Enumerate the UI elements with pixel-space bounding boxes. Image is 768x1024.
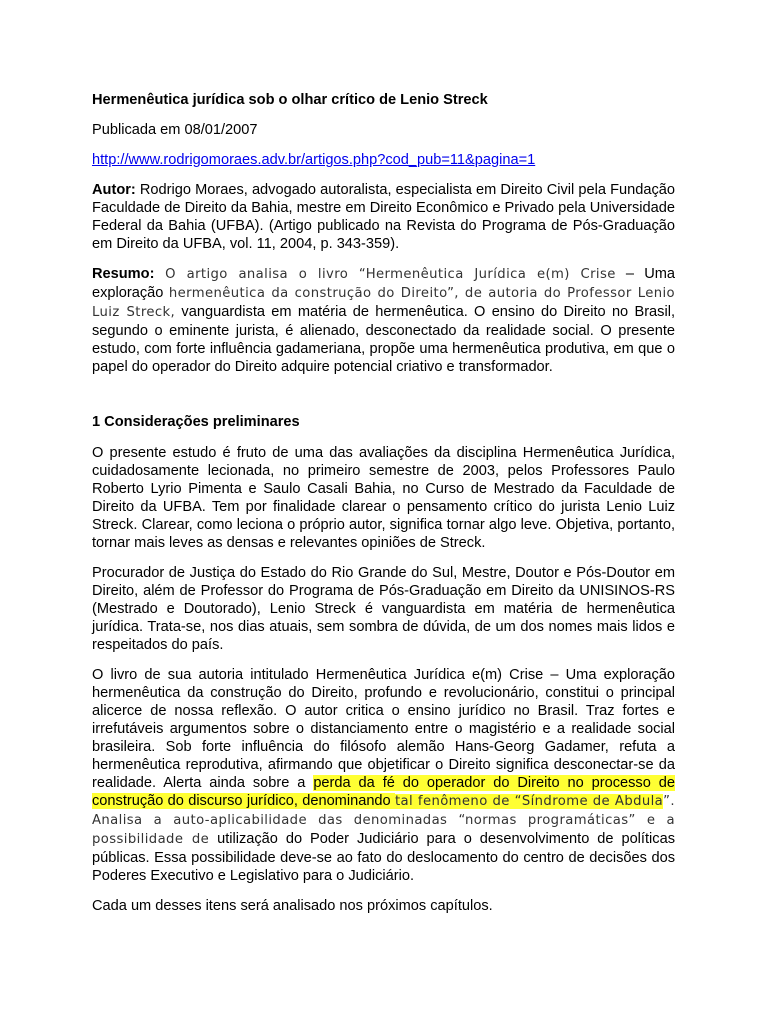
section-paragraph-4: Cada um desses itens será analisado nos próximos capítulos. [92, 898, 493, 914]
document-title: Hermenêutica jurídica sob o olhar crítico de Lenio Streck [92, 92, 488, 108]
highlighted-light-text: tal fenômeno de “Síndrome de Abdula [394, 794, 664, 809]
summary-paragraph [92, 265, 675, 376]
section-heading: 1 Considerações preliminares [92, 414, 300, 430]
section-paragraph-1: O presente estudo é fruto de uma das avaliações da disciplina Hermenêutica Jurídica, cuidadosamente lecionada, no primeiro semestre de 2003, pelos Professores Paulo Roberto Lyrio Pimenta e Saulo Casali Bahia, no Curso de Mestrado da Faculdade de Direito da UFBA. Tem por finalidade clarear o pensamento crítico do jurista Lenio Luiz Streck. Clarear, como leciona o próprio autor, significa tornar algo leve. Objetiva, portanto, tornar mais leves as densas e relevantes opiniões de Streck. [92, 445, 675, 551]
author-text: Rodrigo Moraes, advogado autoralista, especialista em Direito Civil pela Fundação Faculdade de Direito da Bahia, mestre em Direito Econômico e Privado pela Universidade Federal da Bahia (UFBA). (Artigo publicado na Revista do Programa de Pós-Graduação em Direito da UFBA, vol. 11, 2004, p. 343-359). [92, 182, 675, 252]
summary-text: vanguardista em matéria de hermenêutica. O ensino do Direito no Brasil, segundo o eminente jurista, é alienado, desconectado da realidade social. O presente estudo, com forte influência gadameriana, propõe uma hermenêutica produtiva, em que o papel do operador do Direito adquire potencial criativo e transformador. [92, 304, 675, 375]
paragraph-3-text-after: utilização do Poder Judiciário para o desenvolvimento de políticas públicas. Essa possibilidade deve-se ao fato do deslocamento do centro de decisões dos Poderes Executivo e Legislativo para o Judiciário. [92, 831, 675, 884]
summary-label: Resumo: [92, 266, 155, 282]
paragraph-3-light-text-after: ”. Analisa a auto-aplicabilidade das denominadas “normas programáticas” e a possibilidade de [92, 794, 675, 847]
summary-dash-text: – Uma exploração [92, 266, 676, 301]
summary-light-text: O artigo analisa o livro “Hermenêutica Jurídica e(m) Crise [154, 267, 616, 282]
source-link[interactable]: http://www.rodrigomoraes.adv.br/artigos.php?cod_pub=11&pagina=1 [92, 152, 536, 168]
paragraph-3-text-before: O livro de sua autoria intitulado Hermenêutica Jurídica e(m) Crise – Uma exploração hermenêutica da construção do Direito, profundo e revolucionário, constitui o principal alicerce de nossa reflexão. O autor critica o ensino jurídico no Brasil. Traz fortes e irrefutáveis argumentos sobre o distanciamento entre o magistério e a realidade social brasileira. Sob forte influência do filósofo alemão Hans-Georg Gadamer, refuta a hermenêutica reprodutiva, afirmando que objetificar o Direito significa desconectar-se da realidade. Alerta ainda sobre a [92, 667, 675, 791]
document-page [92, 91, 675, 927]
summary-light-text-2: hermenêutica da construção do Direito”, de autoria do Professor Lenio Luiz Streck, [92, 286, 676, 320]
highlighted-text: perda da fé do operador do Direito no processo de construção do discurso jurídico, denominando [92, 775, 675, 809]
publication-date: Publicada em 08/01/2007 [92, 122, 258, 138]
section-paragraph-3 [92, 666, 675, 885]
section-paragraph-2: Procurador de Justiça do Estado do Rio Grande do Sul, Mestre, Doutor e Pós-Doutor em Direito, além de Professor do Programa de Pós-Graduação em Direito da UNISINOS-RS (Mestrado e Doutorado), Lenio Streck é vanguardista em matéria de hermenêutica jurídica. Trata-se, nos dias atuais, sem sombra de dúvida, de um dos nomes mais lidos e respeitados do país. [92, 565, 675, 653]
author-label: Autor: [92, 182, 136, 198]
author-paragraph [92, 181, 675, 253]
